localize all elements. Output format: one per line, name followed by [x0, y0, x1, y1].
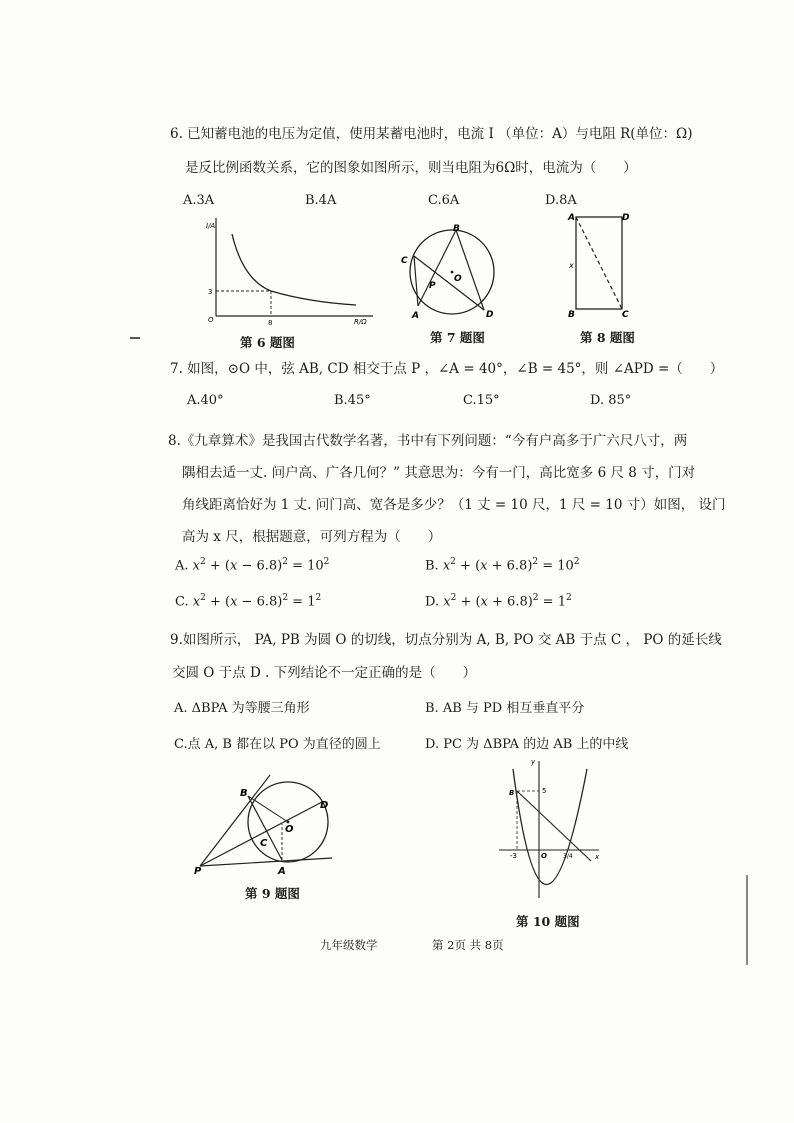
q9-option-a: A. ΔBPA 为等腰三角形: [174, 701, 310, 716]
q8-line2: 隅相去适一丈. 问户高、广各几何？” 其意思为：今有一门，高比宽多 6 尺 8 寸，门对: [182, 465, 696, 481]
fig7-label-p: P: [429, 281, 436, 291]
q8-option-b: B. $x^2 + (x + 6.8)^2 = 10^2$: [425, 557, 580, 574]
q7-option-d: D. 85°: [590, 393, 632, 408]
q6-option-c: C.6A: [428, 193, 460, 208]
fig6-curve: [232, 234, 356, 305]
q6-line2: 是反比例函数关系，它的图象如图所示，则当电阻为6Ω时，电流为（ ）: [185, 160, 637, 176]
fig9-label-d: D: [320, 800, 329, 811]
fig9-tangent-pa: [200, 858, 332, 866]
fig6-x-tick: 8: [268, 319, 273, 325]
fig7-chord-cd: [414, 256, 484, 310]
q8-option-d: D. $x^2 + (x + 6.8)^2 = 1^2$: [425, 593, 572, 610]
q7-option-b: B.45°: [334, 393, 371, 408]
q7-option-a: A.40°: [187, 393, 224, 408]
q9-option-b: B. AB 与 PD 相互垂直平分: [425, 701, 585, 716]
fig10-label-5: 5: [542, 787, 547, 795]
q6-option-b: B.4A: [305, 193, 337, 208]
fig7-circle-figure: [398, 218, 502, 322]
q9-line2: 交圆 O 于点 D . 下列结论不一定正确的是（ ）: [172, 665, 477, 681]
fig9-radius-ob: [248, 796, 288, 822]
fig8-diagonal: [576, 217, 622, 309]
fig8-label-c: C: [622, 310, 629, 320]
fig6-y-label: I/A: [206, 222, 216, 230]
fig7-label-d: D: [486, 310, 494, 320]
q8-line3: 角线距离恰好为 1 丈. 问门高、宽各是多少？（1 丈 = 10 尺，1 尺 = 10 寸）如图， 设门: [182, 497, 726, 513]
fig9-label-p: P: [194, 866, 202, 877]
fig10-label-b: B: [509, 789, 515, 797]
q7-option-c: C.15°: [463, 393, 500, 408]
fig8-label-d: D: [622, 213, 630, 223]
q6-option-a: A.3A: [183, 193, 215, 208]
fig7-caption: 第 7 题图: [430, 330, 485, 345]
fig10-label-3-4: 3/4: [563, 853, 573, 860]
fig7-seg-bd: [456, 230, 484, 310]
fig9-label-o: O: [285, 824, 294, 835]
fig8-rectangle-figure: [560, 208, 640, 320]
fig9-label-c: C: [260, 838, 268, 849]
fig9-caption: 第 9 题图: [245, 886, 300, 901]
fig9-tangent-pb: [200, 775, 270, 866]
fig9-label-b: B: [240, 788, 248, 799]
q8-line4: 高为 x 尺，根据题意，可列方程为（ ）: [182, 529, 442, 545]
fig9-chord-ab: [248, 796, 282, 860]
fig8-label-x: x: [569, 261, 574, 270]
q9-option-d: D. PC 为 ΔBPA 的边 AB 上的中线: [425, 737, 629, 752]
fig10-origin: O: [541, 852, 547, 860]
scan-mark-right: [746, 875, 748, 965]
fig7-label-b: B: [453, 224, 460, 234]
fig9-line-pd: [200, 802, 322, 866]
fig10-caption: 第 10 题图: [516, 914, 580, 929]
q6-option-d: D.8A: [545, 193, 577, 208]
fig10-parabola: [513, 769, 587, 885]
fig6-caption: 第 6 题图: [240, 335, 295, 350]
fig10-y-label: y: [531, 758, 536, 766]
fig6-y-tick: 3: [208, 288, 213, 296]
fig8-label-b: B: [568, 310, 575, 320]
scan-mark-left: [130, 337, 140, 339]
q7-text: 7. 如图，⊙O 中，弦 AB, CD 相交于点 P ，∠A = 40°，∠B = 45°，则 ∠APD =（ ）: [170, 361, 724, 377]
q8-option-a: A. $x^2 + (x - 6.8)^2 = 10^2$: [175, 557, 330, 574]
fig10-parabola-graph: [495, 755, 605, 905]
fig6-origin: O: [208, 316, 214, 324]
footer-subject: 九年级数学: [320, 938, 378, 952]
q9-line1: 9.如图所示， PA, PB 为圆 O 的切线，切点分别为 A, B, PO 交 AB 于点 C ， PO 的延长线: [170, 632, 722, 648]
fig9-label-a: A: [278, 866, 286, 877]
fig10-label-neg3: -3: [510, 852, 517, 860]
footer-page-number: 第 2页 共 8页: [432, 938, 504, 952]
fig7-seg-ac: [414, 256, 418, 306]
fig8-caption: 第 8 题图: [580, 330, 635, 345]
fig8-label-a: A: [568, 213, 575, 223]
q8-line1: 8.《九章算术》是我国古代数学名著，书中有下列问题：“今有户高多于广六尺八寸，两: [168, 433, 688, 449]
fig10-x-label: x: [595, 853, 600, 861]
fig9-tangent-figure: [192, 770, 342, 878]
fig7-label-c: C: [401, 256, 408, 266]
fig6-graph: [198, 210, 378, 325]
q9-option-c: C.点 A, B 都在以 PO 为直径的圆上: [174, 737, 381, 752]
fig7-label-a: A: [412, 311, 419, 321]
fig6-x-label: R/Ω: [354, 318, 367, 325]
q6-line1: 6. 已知蓄电池的电压为定值，使用某蓄电池时，电流 I （单位：A）与电阻 R(单位：Ω): [170, 126, 693, 142]
q8-option-c: C. $x^2 + (x - 6.8)^2 = 1^2$: [175, 593, 322, 610]
fig7-label-o: O: [454, 274, 462, 284]
